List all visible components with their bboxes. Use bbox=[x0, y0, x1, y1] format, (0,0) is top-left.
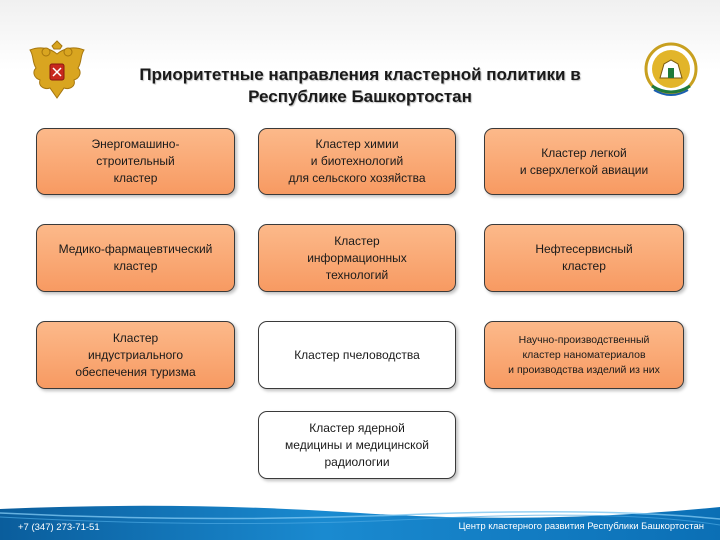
page-title bbox=[70, 64, 650, 108]
cluster-bee-box: Кластер пчеловодства bbox=[258, 321, 456, 389]
cluster-nano-box: Научно-производственный кластер наноматериалов и производства изделий из них bbox=[484, 321, 684, 389]
cluster-chemistry-box: Кластер химии и биотехнологий для сельского хозяйства bbox=[258, 128, 456, 195]
cluster-medical-box: Медико-фармацевтический кластер bbox=[36, 224, 235, 292]
bashkortostan-coat-of-arms-icon bbox=[644, 42, 698, 98]
footer-phone: +7 (347) 273-71-51 bbox=[18, 522, 100, 533]
page-title-line-2: Республике Башкортостан bbox=[248, 87, 472, 106]
cluster-energo-box: Энергомашино- строительный кластер bbox=[36, 128, 235, 195]
cluster-aviation-box: Кластер легкой и сверхлегкой авиации bbox=[484, 128, 684, 195]
footer bbox=[0, 505, 720, 540]
cluster-nuclear-box: Кластер ядерной медицины и медицинской радиологии bbox=[258, 411, 456, 479]
page-title-line-1: Приоритетные направления кластерной политики в bbox=[139, 65, 581, 84]
footer-organization: Центр кластерного развития Республики Башкортостан bbox=[458, 521, 704, 532]
cluster-it-box: Кластер информационных технологий bbox=[258, 224, 456, 292]
cluster-tourism-box: Кластер индустриального обеспечения туризма bbox=[36, 321, 235, 389]
cluster-oil-box: Нефтесервисный кластер bbox=[484, 224, 684, 292]
